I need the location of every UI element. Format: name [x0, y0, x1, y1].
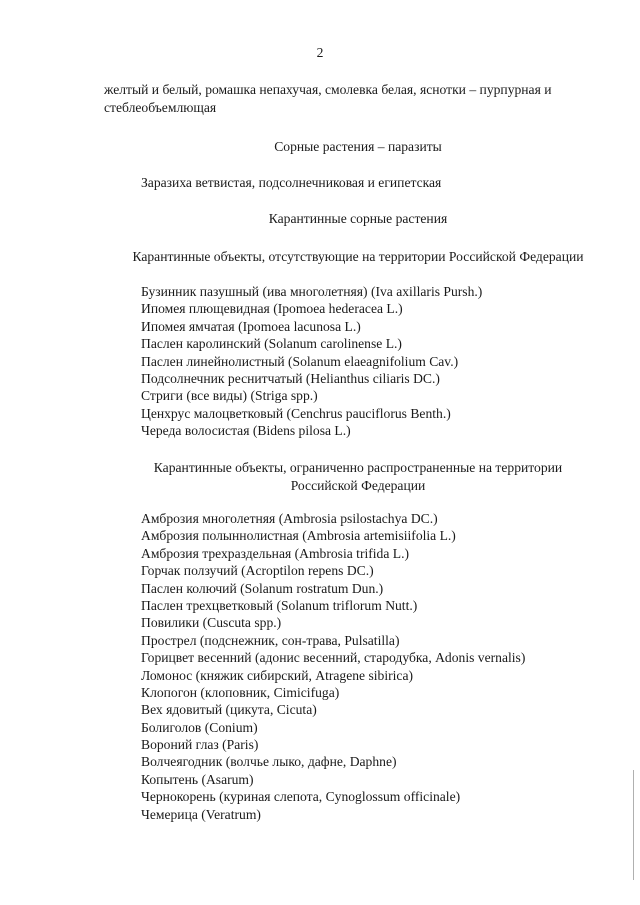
list-item: Паслен трехцветковый (Solanum triflorum Nutt.) — [141, 597, 418, 613]
list-item: Клопогон (клоповник, Cimicifuga) — [141, 684, 340, 700]
list-item: Горчак ползучий (Acroptilon repens DC.) — [141, 563, 374, 579]
list-item: Паслен линейнолистный (Solanum elaeagnifolium Cav.) — [141, 353, 459, 369]
list-item: Вороний глаз (Paris) — [141, 737, 259, 753]
scan-edge-line — [633, 770, 634, 880]
list-item: Ломонос (княжик сибирский, Atragene sibirica) — [141, 667, 414, 683]
parasites-text: Заразиха ветвистая, подсолнечниковая и египетская — [141, 175, 442, 190]
list-item: Амброзия трехраздельная (Ambrosia trifida L.) — [141, 545, 410, 561]
list-item: Чернокорень (куриная слепота, Cynoglossum officinale) — [141, 789, 461, 805]
list-item: Копытень (Asarum) — [141, 771, 254, 787]
limited-list — [141, 510, 611, 823]
list-item: Волчеягодник (волчье лыко, дафне, Daphne) — [141, 754, 397, 770]
parasites-heading: Сорные растения – паразиты — [274, 139, 442, 154]
list-item: Стриги (все виды) (Striga spp.) — [141, 388, 318, 404]
limited-heading-line1: Карантинные объекты, ограниченно распространенные на территории — [153, 460, 563, 475]
absent-list — [141, 283, 611, 440]
list-item: Ипомея плющевидная (Ipomoea hederacea L.) — [141, 301, 403, 317]
list-item: Вех ядовитый (цикута, Cicuta) — [141, 702, 317, 718]
list-item: Прострел (подснежник, сон-трава, Pulsatilla) — [141, 632, 400, 648]
list-item: Череда волосистая (Bidens pilosa L.) — [141, 423, 351, 439]
list-item: Бузинник пазушный (ива многолетняя) (Iva axillaris Pursh.) — [141, 284, 483, 299]
list-item: Болиголов (Conium) — [141, 719, 258, 735]
list-item: Повилики (Cuscuta spp.) — [141, 615, 282, 631]
limited-heading-line2: Российской Федерации — [290, 478, 426, 493]
list-item: Чемерица (Veratrum) — [141, 806, 261, 822]
list-item: Ипомея ямчатая (Ipomoea lacunosa L.) — [141, 318, 361, 334]
list-item: Подсолнечник реснитчатый (Helianthus ciliaris DC.) — [141, 370, 440, 386]
absent-heading: Карантинные объекты, отсутствующие на территории Российской Федерации — [132, 249, 584, 264]
list-item: Горицвет весенний (адонис весенний, стародубка, Adonis vernalis) — [141, 650, 526, 666]
intro-paragraph: желтый и белый, ромашка непахучая, смолевка белая, яснотки – пурпурная и стеблеобъемлющая — [104, 82, 552, 115]
list-item: Паслен колючий (Solanum rostratum Dun.) — [141, 580, 384, 596]
list-item: Паслен каролинский (Solanum carolinense L.) — [141, 336, 402, 352]
page-number: 2 — [316, 45, 324, 60]
quarantine-heading: Карантинные сорные растения — [268, 211, 448, 226]
list-item: Амброзия многолетняя (Ambrosia psilostachya DC.) — [141, 511, 438, 526]
list-item: Амброзия полыннолистная (Ambrosia artemisiifolia L.) — [141, 528, 456, 544]
list-item: Ценхрус малоцветковый (Cenchrus pauciflorus Benth.) — [141, 405, 451, 421]
